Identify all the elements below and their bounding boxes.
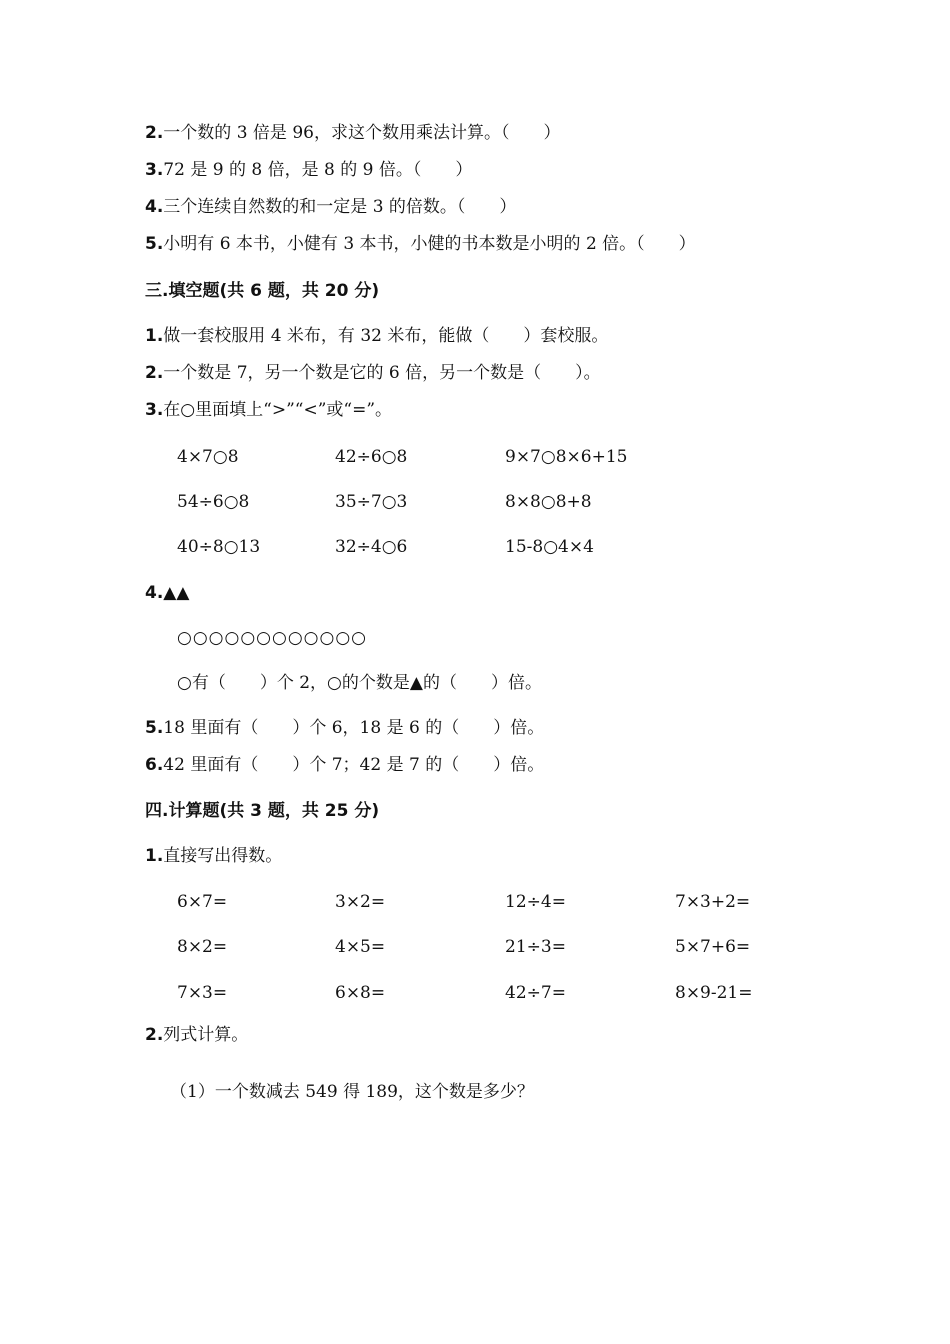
item-number: 1. [145,326,164,346]
item-number: 3. [145,400,164,420]
compare-cell: 9×7○8×6+15 [505,447,628,467]
calc-cell: 6×8= [335,983,386,1003]
item-number: 5. [145,234,164,254]
item-number: 3. [145,160,164,180]
judge-item [145,159,472,181]
calc-q1 [145,845,282,867]
calc-cell: 8×9-21= [675,983,753,1003]
item-text: 42 里面有（ ）个 7；42 是 7 的（ ）倍。 [163,755,545,775]
item-text: 三个连续自然数的和一定是 3 的倍数。（ ） [163,197,517,217]
judge-item [145,122,560,144]
fill-q2 [145,362,601,384]
item-text: 在○里面填上“>”“<”或“=”。 [163,400,393,420]
item-text: 72 是 9 的 8 倍，是 8 的 9 倍。（ ） [163,160,473,180]
item-number: 4. [145,583,164,603]
calc-cell: 3×2= [335,892,386,912]
item-text: 一个数的 3 倍是 96，求这个数用乘法计算。（ ） [163,123,561,143]
fill-q5 [145,717,544,739]
circle-shapes: ○○○○○○○○○○○○ [177,628,368,648]
item-number: 6. [145,755,164,775]
item-number: 1. [145,846,164,866]
compare-cell: 15-8○4×4 [505,537,594,557]
section-heading-calc: 四.计算题(共 3 题，共 25 分) [145,801,380,821]
item-text: 直接写出得数。 [163,846,283,866]
item-number: 2. [145,123,164,143]
calc-q2 [145,1024,248,1046]
item-text: 一个数是 7，另一个数是它的 6 倍，另一个数是（ ）。 [163,363,601,383]
compare-cell: 54÷6○8 [177,492,250,512]
fill-q6 [145,754,544,776]
calc-cell: 5×7+6= [675,937,751,957]
compare-cell: 42÷6○8 [335,447,408,467]
calc-cell: 42÷7= [505,983,566,1003]
triangle-shapes: ▲▲ [163,583,190,603]
fill-q4 [145,582,189,604]
compare-cell: 8×8○8+8 [505,492,592,512]
calc-cell: 12÷4= [505,892,566,912]
fill-q4-text: ○有（ ）个 2，○的个数是▲的（ ）倍。 [177,673,542,693]
calc-cell: 8×2= [177,937,228,957]
item-text: 列式计算。 [163,1025,249,1045]
compare-cell: 35÷7○3 [335,492,408,512]
calc-cell: 4×5= [335,937,386,957]
compare-cell: 4×7○8 [177,447,239,467]
calc-cell: 7×3= [177,983,228,1003]
item-number: 4. [145,197,164,217]
fill-q3 [145,399,392,421]
item-number: 5. [145,718,164,738]
item-text: 小明有 6 本书，小健有 3 本书，小健的书本数是小明的 2 倍。（ ） [163,234,696,254]
compare-cell: 32÷4○6 [335,537,408,557]
fill-q1 [145,325,608,347]
calc-sub1: （1）一个数减去 549 得 189，这个数是多少？ [170,1082,534,1102]
judge-item [145,233,696,255]
section-heading-fill: 三.填空题(共 6 题，共 20 分) [145,281,380,301]
item-number: 2. [145,363,164,383]
judge-item [145,196,516,218]
item-text: 做一套校服用 4 米布，有 32 米布，能做（ ）套校服。 [163,326,609,346]
calc-cell: 7×3+2= [675,892,751,912]
compare-cell: 40÷8○13 [177,537,261,557]
item-text: 18 里面有（ ）个 6，18 是 6 的（ ）倍。 [163,718,545,738]
calc-cell: 21÷3= [505,937,566,957]
calc-cell: 6×7= [177,892,228,912]
item-number: 2. [145,1025,164,1045]
